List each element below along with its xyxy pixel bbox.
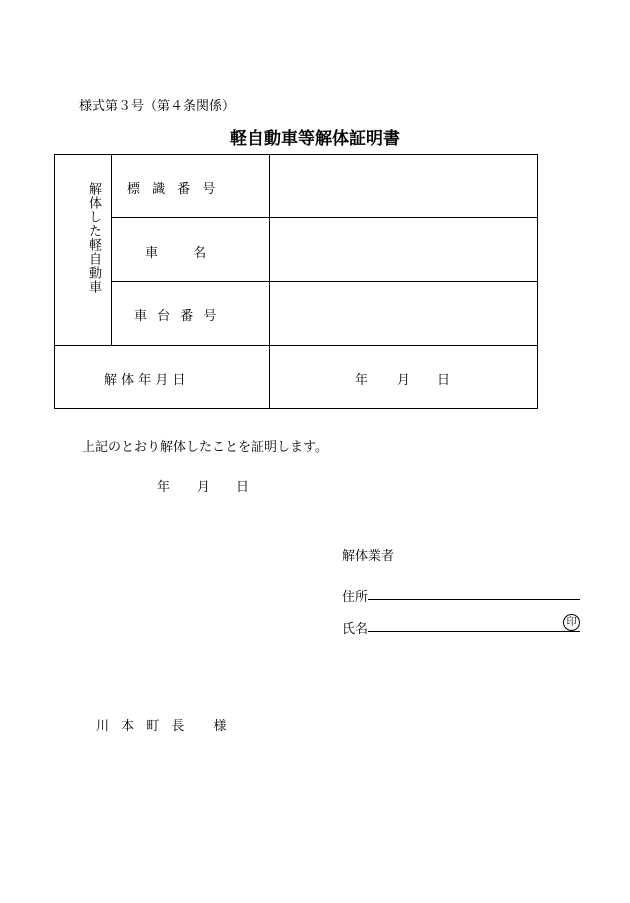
group-divider: [111, 154, 112, 345]
certification-date-year: 年: [157, 480, 171, 495]
plate-number-value-cell[interactable]: [270, 155, 537, 217]
chassis-number-value-cell[interactable]: [270, 282, 537, 345]
vehicle-group-label: 解体した軽自動車: [86, 182, 101, 294]
document-title: 軽自動車等解体証明書: [230, 129, 400, 149]
addressee: 川 本 町 長 様: [96, 719, 231, 734]
certification-statement: 上記のとおり解体したことを証明します。: [82, 440, 328, 455]
dismantler-label: 解体業者: [342, 549, 395, 564]
name-label: 氏名: [342, 622, 369, 637]
dismantle-date-day: 日: [437, 373, 451, 388]
name-field[interactable]: [368, 631, 580, 632]
certification-date-day: 日: [236, 480, 250, 495]
form-number: 様式第３号（第４条関係）: [79, 99, 236, 114]
certification-date-month: 月: [197, 480, 211, 495]
table-border-left: [54, 154, 55, 409]
plate-number-label: 標 識 番 号: [127, 182, 220, 197]
vehicle-name-value-cell[interactable]: [270, 218, 537, 281]
vehicle-name-label: 車 名: [145, 246, 213, 261]
seal-mark: 印: [563, 614, 580, 631]
chassis-number-label: 車 台 番 号: [134, 309, 220, 324]
table-border-bottom: [54, 408, 538, 409]
dismantle-date-label: 解 体 年 月 日: [104, 373, 186, 388]
dismantle-date-value-cell[interactable]: [270, 346, 537, 408]
dismantle-date-year: 年: [355, 373, 369, 388]
dismantle-form-table: [54, 154, 538, 409]
address-label: 住所: [342, 590, 369, 605]
dismantle-date-month: 月: [397, 373, 411, 388]
address-field[interactable]: [368, 599, 580, 600]
